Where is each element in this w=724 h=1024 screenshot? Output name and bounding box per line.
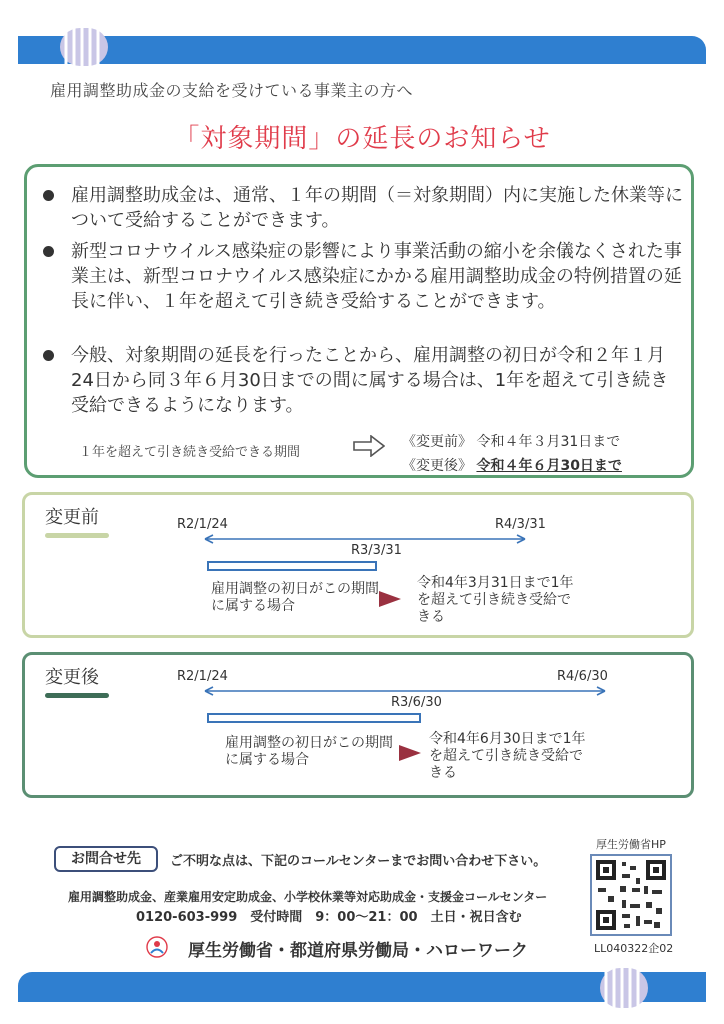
bullet-dot-icon bbox=[43, 350, 54, 361]
notice-bullet bbox=[43, 343, 683, 418]
ministry-name: 厚生労働省・都道府県労働局・ハローワーク bbox=[188, 941, 528, 961]
after-value: 令和４年６月30日まで bbox=[476, 458, 622, 474]
after-deadline bbox=[402, 455, 622, 475]
timeline-mid: R3/6/30 bbox=[391, 695, 442, 710]
label-underline bbox=[45, 533, 109, 538]
after-prefix: 《変更後》 bbox=[402, 458, 472, 474]
call-center-name: 雇用調整助成金、産業雇用安定助成金、小学校休業等対応助成金・支援金コールセンター bbox=[68, 890, 548, 904]
ministry-logo-icon bbox=[146, 936, 168, 958]
condition-text: 雇用調整の初日がこの期間に属する場合 bbox=[225, 735, 393, 768]
bullet-dot-icon bbox=[43, 190, 54, 201]
triangle-arrow-icon bbox=[379, 591, 401, 607]
notice-box bbox=[24, 164, 694, 478]
bullet-text: 新型コロナウイルス感染症の影響により事業活動の縮小を余儀なくされた事業主は、新型コロナウイルス感染症にかかる雇用調整助成金の特例措置の延長に伴い、１年を超えて引き続き受給することができます。 bbox=[71, 241, 682, 312]
timeline-end: R4/3/31 bbox=[495, 517, 546, 532]
period-label: １年を超えて引き続き受給できる期間 bbox=[79, 445, 301, 460]
bottom-decoration bbox=[600, 968, 648, 1008]
page-title: 「対象期間」の延長のお知らせ bbox=[173, 124, 551, 154]
notice-bullet bbox=[43, 239, 683, 314]
eligible-period-bar bbox=[207, 713, 421, 723]
audience-subtitle: 雇用調整助成金の支給を受けている事業主の方へ bbox=[50, 81, 414, 100]
homepage-label: 厚生労働省HP bbox=[596, 838, 666, 851]
timeline-after-label: 変更後 bbox=[45, 667, 99, 688]
inquiry-badge: お問合せ先 bbox=[54, 846, 158, 872]
document-code: LL040322企02 bbox=[594, 942, 674, 955]
timeline-start: R2/1/24 bbox=[177, 669, 228, 684]
qr-code-icon[interactable] bbox=[590, 854, 672, 936]
timeline-end: R4/6/30 bbox=[557, 669, 608, 684]
timeline-mid: R3/3/31 bbox=[351, 543, 402, 558]
timeline-before-box bbox=[22, 492, 694, 638]
timeline-before-label: 変更前 bbox=[45, 507, 99, 528]
top-decoration bbox=[60, 28, 108, 66]
triangle-arrow-icon bbox=[399, 745, 421, 761]
phone-and-hours: 0120-603-999 受付時間 9：00〜21：00 土日・祝日含む bbox=[136, 910, 522, 925]
bullet-text: 雇用調整助成金は、通常、１年の期間（＝対象期間）内に実施した休業等について受給することができます。 bbox=[71, 185, 683, 231]
timeline-start: R2/1/24 bbox=[177, 517, 228, 532]
top-band bbox=[18, 36, 706, 64]
bullet-dot-icon bbox=[43, 246, 54, 257]
before-prefix: 《変更前》 bbox=[402, 434, 472, 450]
before-deadline bbox=[402, 431, 620, 451]
inquiry-message: ご不明な点は、下記のコールセンターまでお問い合わせ下さい。 bbox=[170, 854, 547, 869]
right-arrow-icon bbox=[353, 435, 385, 457]
timeline-after-box bbox=[22, 652, 694, 798]
result-text: 令和4年6月30日まで1年を超えて引き続き受給できる bbox=[429, 731, 586, 781]
result-text: 令和4年3月31日まで1年を超えて引き続き受給できる bbox=[417, 575, 574, 625]
label-underline bbox=[45, 693, 109, 698]
condition-text: 雇用調整の初日がこの期間に属する場合 bbox=[211, 581, 379, 614]
bullet-text: 今般、対象期間の延長を行ったことから、雇用調整の初日が令和２年１月24日から同３年６月30日までの間に属する場合は、1年を超えて引き続き受給できるようになります。 bbox=[71, 345, 669, 416]
notice-bullet bbox=[43, 183, 683, 233]
eligible-period-bar bbox=[207, 561, 377, 571]
before-value: 令和４年３月31日まで bbox=[476, 434, 621, 450]
